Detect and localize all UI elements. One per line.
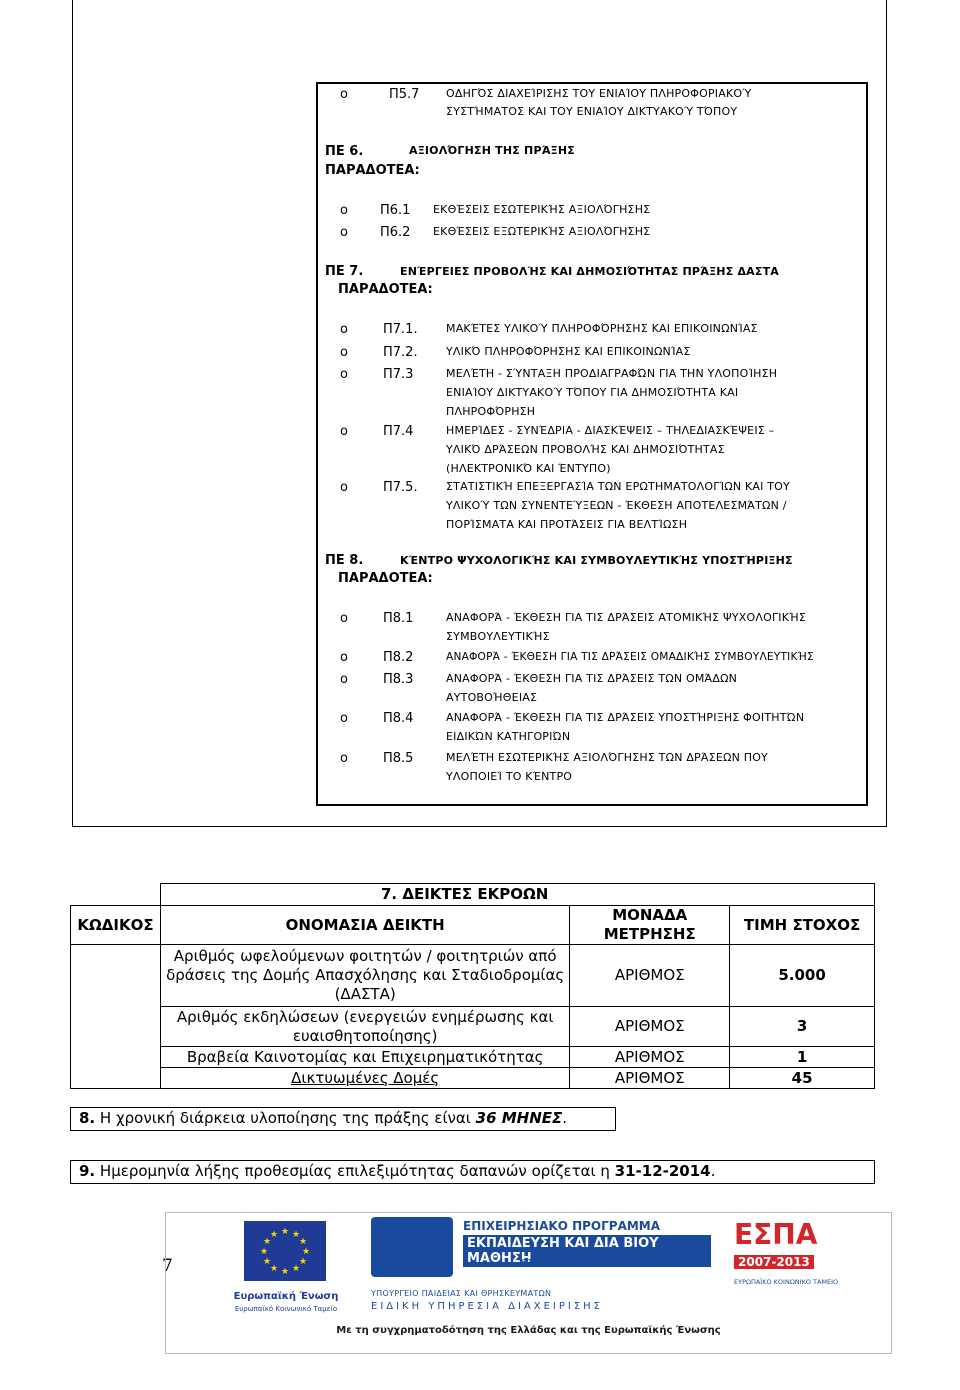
item-text: ΥΛΙΚΌ ΠΛΗΡΟΦΌΡΗΣΗΣ ΚΑΙ ΕΠΙΚΟΙΝΩΝΊΑΣ [446,345,691,358]
duration-text: Η χρονική διάρκεια υλοποίησης της πράξης είναι [95,1109,476,1127]
item-text: ΥΛΙΚΟΎ ΤΩΝ ΣΥΝΕΝΤΕΎΞΕΩΝ - ΈΚΘΕΣΗ ΑΠΟΤΕΛΕΣΜΆΤΩΝ / [446,499,787,512]
section-title: ΕΝΈΡΓΕΙΕΣ ΠΡΟΒΟΛΉΣ ΚΑΙ ΔΗΜΟΣΙΌΤΗΤΑΣ ΠΡΆΞΗΣ ΔΑΣΤΑ [400,265,780,278]
table-row [71,1068,875,1089]
item-code: Π7.2. [383,345,418,360]
item-text: ΜΑΚΈΤΕΣ ΥΛΙΚΟΎ ΠΛΗΡΟΦΌΡΗΣΗΣ ΚΑΙ ΕΠΙΚΟΙΝΩΝΊΑΣ [446,322,758,335]
bullet: o [340,345,348,360]
svg-text:★: ★ [269,1264,279,1274]
section-code: ΠΕ 7. [325,264,364,279]
program-line1: ΕΠΙΧΕΙΡΗΣΙΑΚΟ ΠΡΟΓΡΑΜΜΑ [463,1219,661,1233]
duration-value: 36 ΜΗΝΕΣ [475,1109,563,1127]
item-text: ΣΤΑΤΙΣΤΙΚΉ ΕΠΕΞΕΡΓΑΣΊΑ ΤΩΝ ΕΡΩΤΗΜΑΤΟΛΟΓΊΩΝ ΚΑΙ ΤΟΥ [446,480,790,493]
item-code: Π7.5. [383,480,418,495]
item-text: ΣΥΜΒΟΥΛΕΥΤΙΚΉΣ [446,630,550,643]
espa-years: 2007-2013 [734,1255,814,1269]
table-row [71,1007,875,1047]
bullet: o [340,87,348,102]
item-text: ΑΝΑΦΟΡΆ - ΈΚΘΕΣΗ ΓΙΑ ΤΙΣ ΔΡΆΣΕΙΣ ΥΠΟΣΤΉΡΙΞΗΣ ΦΟΙΤΗΤΏΝ [446,711,805,724]
ministry-label: ΥΠΟΥΡΓΕΙΟ ΠΑΙΔΕΙΑΣ ΚΑΙ ΘΡΗΣΚΕΥΜΑΤΩΝ [371,1289,552,1298]
indicator-name: Δικτυωμένες Δομές [160,1068,569,1089]
indicator-unit: ΑΡΙΘΜΟΣ [570,1068,730,1089]
svg-text:★: ★ [298,1257,308,1267]
program-slogan: επένδυση στην κοινωνία της γνώσης [521,1257,689,1267]
bullet: o [340,480,348,495]
table-row [71,945,875,1007]
item-text: ΕΚΘΈΣΕΙΣ ΕΞΩΤΕΡΙΚΉΣ ΑΞΙΟΛΌΓΗΣΗΣ [433,225,651,238]
item-code: Π8.1 [383,611,414,626]
eu-flag-icon [244,1221,326,1281]
item-code: Π8.5 [383,751,414,766]
item-code: Π7.4 [383,424,414,439]
deadline-value: 31-12-2014 [614,1162,711,1180]
item-code: Π6.2 [380,225,411,240]
indicator-unit: ΑΡΙΘΜΟΣ [570,945,730,1007]
item-text: ΑΥΤΟΒΟΉΘΕΙΑΣ [446,691,538,704]
indicator-target: 1 [730,1047,875,1068]
svg-text:★: ★ [269,1230,279,1240]
espa-title: ΕΣΠΑ [734,1218,818,1251]
item-text: ΗΜΕΡΊΔΕΣ - ΣΥΝΈΔΡΙΑ - ΔΙΑΣΚΈΨΕΙΣ – ΤΗΛΕΔΙΑΣΚΈΨΕΙΣ – [446,424,775,437]
item-text: ΑΝΑΦΟΡΆ - ΈΚΘΕΣΗ ΓΙΑ ΤΙΣ ΔΡΆΣΕΙΣ ΤΩΝ ΟΜΆΔΩΝ [446,672,738,685]
deadline-end: . [710,1162,716,1180]
indicator-name: Αριθμός εκδηλώσεων (ενεργειών ενημέρωσης και ευαισθητοποίησης) [160,1007,569,1047]
svg-text:★: ★ [259,1247,269,1257]
header-name: ΟΝΟΜΑΣΙΑ ΔΕΙΚΤΗ [160,906,569,945]
item-code: Π8.3 [383,672,414,687]
header-unit: ΜΟΝΑΔΑ ΜΕΤΡΗΣΗΣ [570,906,730,945]
indicators-table [70,883,875,1089]
indicator-target: 3 [730,1007,875,1047]
svg-text:★: ★ [280,1267,290,1277]
bullet: o [340,225,348,240]
eu-sub-label: Ευρωπαϊκό Κοινωνικό Ταμείο [234,1305,338,1313]
table-row [71,1047,875,1068]
item-text: ΕΝΙΑΊΟΥ ΔΙΚΤΥΑΚΟΎ ΤΌΠΟΥ ΓΙΑ ΔΗΜΟΣΙΌΤΗΤΑ ΚΑΙ [446,386,739,399]
program-emblem-icon [371,1217,453,1277]
page-number: 7 [162,1256,173,1276]
espa-logo [734,1219,874,1307]
program-line2: ΕΚΠΑΙΔΕΥΣΗ ΚΑΙ ΔΙΑ ΒΙΟΥ ΜΑΘΗΣΗ [463,1235,711,1267]
espa-fund: ΕΥΡΩΠΑΪΚΟ ΚΟΙΝΩΝΙΚΟ ΤΑΜΕΙΟ [734,1278,839,1286]
indicator-unit: ΑΡΙΘΜΟΣ [570,1047,730,1068]
header-code: ΚΩΔΙΚΟΣ [71,906,161,945]
item-code: Π6.1 [380,203,411,218]
deadline-box [70,1160,875,1184]
svg-text:★: ★ [301,1247,311,1257]
program-logo [371,1217,711,1285]
item-text: ΕΙΔΙΚΏΝ ΚΑΤΗΓΟΡΙΏΝ [446,730,571,743]
item-text: ΠΟΡΊΣΜΑΤΑ ΚΑΙ ΠΡΟΤΆΣΕΙΣ ΓΙΑ ΒΕΛΤΊΩΣΗ [446,518,688,531]
section-title: ΚΈΝΤΡΟ ΨΥΧΟΛΟΓΙΚΉΣ ΚΑΙ ΣΥΜΒΟΥΛΕΥΤΙΚΉΣ ΥΠΟΣΤΉΡΙΞΗΣ [400,554,793,567]
section-title: ΑΞΙΟΛΌΓΗΣΗ ΤΗΣ ΠΡΆΞΗΣ [409,144,575,157]
item-text: ΜΕΛΈΤΗ - ΣΎΝΤΑΞΗ ΠΡΟΔΙΑΓΡΑΦΏΝ ΓΙΑ ΤΗΝ ΥΛΟΠΟΊΗΣΗ [446,367,778,380]
item-text: ΜΕΛΈΤΗ ΕΣΩΤΕΡΙΚΉΣ ΑΞΙΟΛΌΓΗΣΗΣ ΤΩΝ ΔΡΆΣΕΩΝ ΠΟΥ [446,751,768,764]
duration-end: . [562,1109,568,1127]
item-text: ΑΝΑΦΟΡΆ - ΈΚΘΕΣΗ ΓΙΑ ΤΙΣ ΔΡΆΣΕΙΣ ΟΜΑΔΙΚΉΣ ΣΥΜΒΟΥΛΕΥΤΙΚΉΣ [446,651,814,663]
managing-service-label: ΕΙΔΙΚΗ ΥΠΗΡΕΣΙΑ ΔΙΑΧΕΙΡΙΣΗΣ [371,1301,603,1312]
svg-text:★: ★ [291,1230,301,1240]
item-text: ΣΥΣΤΉΜΑΤΟΣ ΚΑΙ ΤΟΥ ΕΝΙΑΊΟΥ ΔΙΚΤΥΑΚΟΎ ΤΌΠΟΥ [446,105,738,118]
bullet: o [340,424,348,439]
svg-text:★: ★ [262,1257,272,1267]
bullet: o [340,751,348,766]
item-code: Π8.4 [383,711,414,726]
indicators-title: 7. ΔΕΙΚΤΕΣ ΕΚΡΟΩΝ [160,884,874,906]
deliverables-label: ΠΑΡΑΔΟΤΕΑ: [338,282,433,297]
indicator-unit: ΑΡΙΘΜΟΣ [570,1007,730,1047]
item-text: ΕΚΘΈΣΕΙΣ ΕΣΩΤΕΡΙΚΉΣ ΑΞΙΟΛΌΓΗΣΗΣ [433,203,651,216]
bullet: o [340,322,348,337]
item-text: ΥΛΙΚΌ ΔΡΆΣΕΩΝ ΠΡΟΒΟΛΉΣ ΚΑΙ ΔΗΜΟΣΙΌΤΗΤΑΣ [446,443,725,456]
item-code: Π8.2 [383,650,414,665]
item-text: (ΗΛΕΚΤΡΟΝΙΚΌ ΚΑΙ ΈΝΤΥΠΟ) [446,462,611,475]
duration-number: 8. [79,1109,96,1127]
svg-text:★: ★ [298,1237,308,1247]
eu-label: Ευρωπαϊκή Ένωση [233,1291,339,1302]
bullet: o [340,611,348,626]
duration-box [70,1107,616,1131]
cofunding-text: Με τη συγχρηματοδότηση της Ελλάδας και της Ευρωπαϊκής Ένωσης [336,1325,721,1336]
indicator-name: Αριθμός ωφελούμενων φοιτητών / φοιτητριών από δράσεις της Δομής Απασχόλησης και Σταδιοδρομίας (ΔΑΣΤΑ) [160,945,569,1007]
section-code: ΠΕ 8. [325,553,364,568]
deadline-number: 9. [79,1162,96,1180]
item-code: Π5.7 [389,87,420,102]
item-text: ΥΛΟΠΟΙΕΊ ΤΟ ΚΈΝΤΡΟ [446,770,573,783]
header-target: ΤΙΜΗ ΣΤΟΧΟΣ [730,906,875,945]
deliverables-label: ΠΑΡΑΔΟΤΕΑ: [338,571,433,586]
item-text: ΠΛΗΡΟΦΌΡΗΣΗ [446,405,536,418]
item-code: Π7.3 [383,367,414,382]
item-text: ΑΝΑΦΟΡΆ - ΈΚΘΕΣΗ ΓΙΑ ΤΙΣ ΔΡΆΣΕΙΣ ΑΤΟΜΙΚΉΣ ΨΥΧΟΛΟΓΙΚΉΣ [446,611,807,624]
svg-text:★: ★ [291,1264,301,1274]
indicator-target: 5.000 [730,945,875,1007]
footer-banner [165,1212,892,1354]
svg-text:★: ★ [280,1227,290,1237]
bullet: o [340,672,348,687]
bullet: o [340,367,348,382]
item-code: Π7.1. [383,322,418,337]
indicator-name: Βραβεία Καινοτομίας και Επιχειρηματικότητας [160,1047,569,1068]
section-code: ΠΕ 6. [325,144,364,159]
item-text: ΟΔΗΓΌΣ ΔΙΑΧΕΊΡΙΣΗΣ ΤΟΥ ΕΝΙΑΊΟΥ ΠΛΗΡΟΦΟΡΙΑΚΟΎ [446,87,752,100]
deliverables-label: ΠΑΡΑΔΟΤΕΑ: [325,163,420,178]
bullet: o [340,650,348,665]
bullet: o [340,711,348,726]
svg-text:★: ★ [262,1237,272,1247]
indicator-target: 45 [730,1068,875,1089]
bullet: o [340,203,348,218]
deadline-text: Ημερομηνία λήξης προθεσμίας επιλεξιμότητας δαπανών ορίζεται η [95,1162,615,1180]
